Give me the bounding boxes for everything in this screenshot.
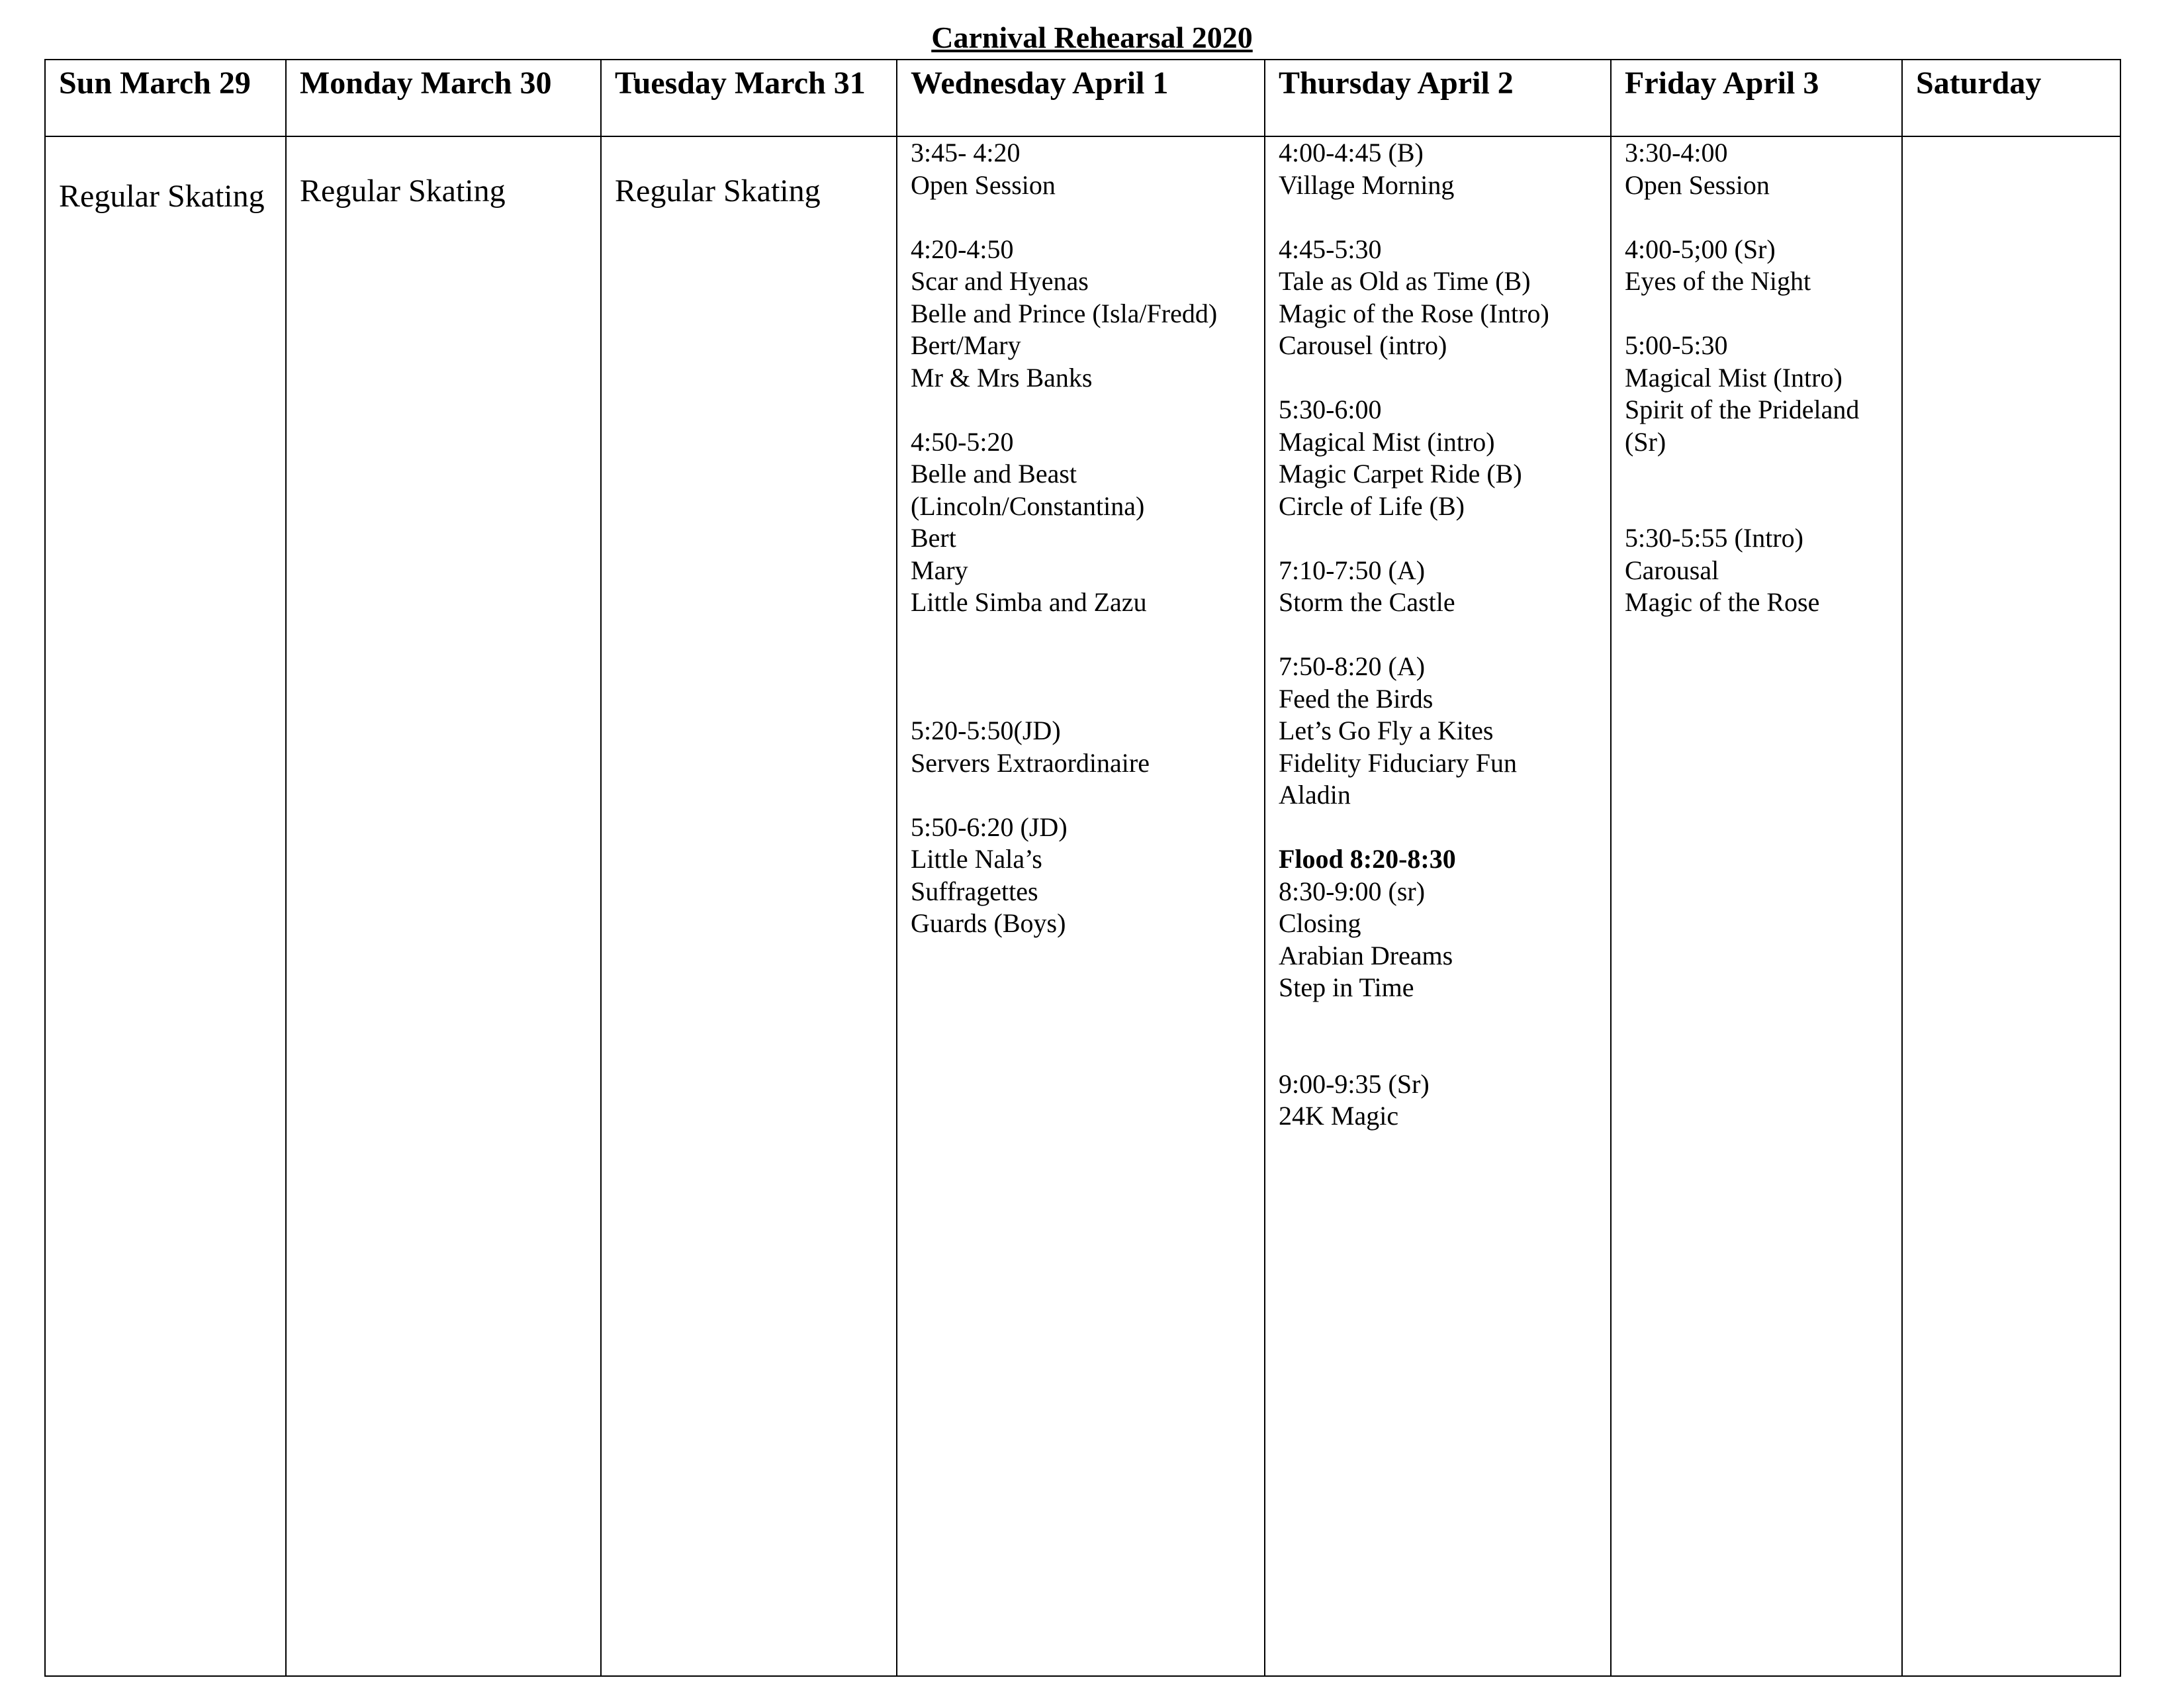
session-block [1625,137,1888,201]
session-time: 4:00-4:45 (B) [1279,138,1424,167]
session-item: Let’s Go Fly a Kites [1279,716,1494,745]
session-time: 3:45- 4:20 [911,138,1021,167]
session-time: 5:30-6:00 [1279,395,1382,424]
cell-saturday [1902,136,2120,1676]
header-thursday: Thursday April 2 [1265,60,1611,136]
session-time: 4:20-4:50 [911,234,1014,264]
session-item: Open Session [1625,169,1770,200]
session-block [1279,234,1597,362]
session-item: Belle and Beast (Lincoln/Constantina) [911,459,1145,521]
header-friday: Friday April 3 [1611,60,1902,136]
session-item: Servers Extraordinaire [911,747,1150,778]
spacer [1625,491,1888,523]
session-item: Arabian Dreams [1279,940,1453,970]
session-item: Belle and Prince (Isla/Fredd) [911,298,1218,328]
session-item: Fidelity Fiduciary Fun [1279,747,1517,778]
cell-thursday [1265,136,1611,1676]
session-item: Suffragettes [911,876,1038,906]
tuesday-activity: Regular Skating [615,173,821,209]
session-time: 4:45-5:30 [1279,234,1382,264]
session-time: 3:30-4:00 [1625,138,1728,167]
session-item: Eyes of the Night [1625,266,1811,296]
session-item: Scar and Hyenas [911,266,1089,296]
session-item: Magic Carpet Ride (B) [1279,459,1522,489]
cell-tuesday [601,136,897,1676]
session-block [1279,137,1597,201]
spacer [1279,1036,1597,1068]
session-block [1279,651,1597,812]
session-item: Guards (Boys) [911,908,1066,938]
session-item: Storm the Castle [1279,587,1455,617]
session-item: Magical Mist (intro) [1279,426,1495,457]
session-time: 5:00-5:30 [1625,330,1728,360]
session-item: Carousal [1625,555,1719,585]
header-tuesday: Tuesday March 31 [601,60,897,136]
session-time: 5:30-5:55 (Intro) [1625,523,1803,553]
session-item: Feed the Birds [1279,683,1433,714]
session-item: Little Nala’s [911,844,1042,874]
monday-activity: Regular Skating [300,173,506,209]
session-time: 7:10-7:50 (A) [1279,555,1426,585]
cell-friday [1611,136,1902,1676]
session-block [1279,394,1597,522]
session-block [911,137,1251,201]
session-time: 4:50-5:20 [911,426,1014,457]
session-item: Mary [911,555,968,585]
session-time: 8:30-9:00 (sr) [1279,876,1426,906]
session-block [1279,1068,1597,1133]
session-block [911,812,1251,940]
cell-monday [286,136,601,1676]
session-time: 5:20-5:50(JD) [911,716,1061,745]
session-item: Magic of the Rose [1625,587,1820,617]
session-item: Step in Time [1279,972,1414,1002]
spacer [911,651,1251,715]
session-item: Closing [1279,908,1361,938]
session-item: Tale as Old as Time (B) [1279,266,1531,296]
session-item: Little Simba and Zazu [911,587,1147,617]
session-time: 9:00-9:35 (Sr) [1279,1068,1430,1099]
session-time: 4:00-5;00 (Sr) [1625,234,1776,264]
header-saturday: Saturday [1902,60,2120,136]
session-block [1625,330,1888,458]
sunday-activity: Regular Skating [59,179,265,214]
page-title: Carnival Rehearsal 2020 [931,21,1253,54]
session-item: Magical Mist (Intro) [1625,362,1843,393]
session-block [1279,555,1597,619]
session-item: Carousel (intro) [1279,330,1447,360]
session-block [1625,522,1888,619]
session-block [1279,843,1597,1004]
flood-label: Flood 8:20-8:30 [1279,844,1456,874]
session-item: Aladin [1279,780,1351,810]
session-block [911,715,1251,779]
header-sunday: Sun March 29 [45,60,286,136]
header-wednesday: Wednesday April 1 [897,60,1265,136]
header-row [45,60,2120,136]
session-item: Magic of the Rose (Intro) [1279,298,1549,328]
session-block [911,234,1251,395]
schedule-row [45,136,2120,1676]
session-item: Village Morning [1279,169,1455,200]
session-time: 5:50-6:20 (JD) [911,812,1068,842]
session-item: Circle of Life (B) [1279,491,1465,521]
session-item: Mr & Mrs Banks [911,362,1093,393]
session-item: Spirit of the Prideland (Sr) [1625,395,1860,457]
session-item: Bert/Mary [911,330,1021,360]
session-block [911,426,1251,619]
session-item: 24K Magic [1279,1101,1399,1131]
session-item: Open Session [911,169,1056,200]
header-monday: Monday March 30 [286,60,601,136]
cell-wednesday [897,136,1265,1676]
session-item: Bert [911,523,956,553]
cell-sunday [45,136,286,1676]
session-time: 7:50-8:20 (A) [1279,651,1426,681]
session-block [1625,234,1888,298]
rehearsal-schedule-table [44,59,2121,1677]
